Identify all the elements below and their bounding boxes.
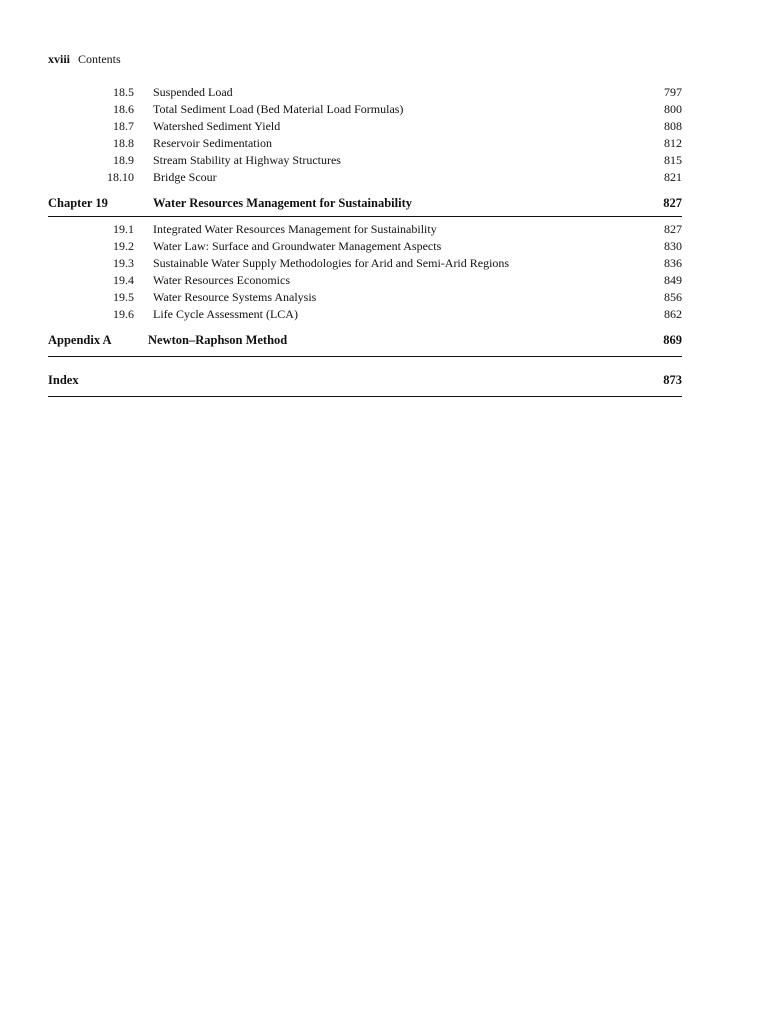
section-number: 18.5 (113, 85, 134, 99)
section-number: 19.5 (113, 290, 134, 304)
section-page-number: 856 (664, 290, 682, 304)
section-title: Water Resources Economics (153, 273, 290, 287)
toc-entry-19-1[interactable] (48, 221, 682, 238)
chapter-divider (48, 216, 682, 217)
section-title: Suspended Load (153, 85, 233, 99)
section-title: Stream Stability at Highway Structures (153, 153, 341, 167)
toc-entry-18-5[interactable] (48, 84, 682, 101)
section-page-number: 830 (664, 239, 682, 253)
section-number: 18.6 (113, 102, 134, 116)
section-page-number: 812 (664, 136, 682, 150)
section-page-number: 797 (664, 85, 682, 99)
toc-entry-19-4[interactable] (48, 272, 682, 289)
running-head (48, 52, 121, 67)
section-number: 19.4 (113, 273, 134, 287)
section-page-number: 836 (664, 256, 682, 270)
toc-entry-18-6[interactable] (48, 101, 682, 118)
section-title: Reservoir Sedimentation (153, 136, 272, 150)
index-divider (48, 396, 682, 397)
section-title: Integrated Water Resources Management for Sustainability (153, 222, 437, 236)
toc-index[interactable] (48, 371, 682, 389)
toc-entry-19-6[interactable] (48, 306, 682, 323)
section-number: 18.10 (107, 170, 134, 184)
section-title: Watershed Sediment Yield (153, 119, 281, 133)
section-number: 18.8 (113, 136, 134, 150)
section-title: Total Sediment Load (Bed Material Load Formulas) (153, 102, 404, 116)
toc-entry-18-9[interactable] (48, 152, 682, 169)
chapter-page-number: 827 (663, 196, 682, 210)
page-folio: xviii (48, 52, 71, 66)
appendix-label: Appendix A (48, 333, 112, 347)
toc-entry-19-5[interactable] (48, 289, 682, 306)
appendix-divider (48, 356, 682, 357)
section-page-number: 815 (664, 153, 682, 167)
section-page-number: 821 (664, 170, 682, 184)
toc-entry-19-2[interactable] (48, 238, 682, 255)
section-number: 18.9 (113, 153, 134, 167)
section-page-number: 808 (664, 119, 682, 133)
section-title: Sustainable Water Supply Methodologies for Arid and Semi-Arid Regions (153, 256, 510, 270)
toc-entry-18-7[interactable] (48, 118, 682, 135)
section-title: Water Law: Surface and Groundwater Management Aspects (153, 239, 442, 253)
toc-entry-19-3[interactable] (48, 255, 682, 272)
section-number: 19.6 (113, 307, 134, 321)
chapter-title: Water Resources Management for Sustainability (153, 196, 413, 210)
section-page-number: 827 (664, 222, 682, 236)
section-page-number: 849 (664, 273, 682, 287)
section-number: 19.1 (113, 222, 134, 236)
section-number: 19.2 (113, 239, 134, 253)
toc-appendix-a[interactable] (48, 331, 682, 349)
section-number: 18.7 (113, 119, 134, 133)
toc-chapter-19[interactable] (48, 194, 682, 212)
appendix-page-number: 869 (663, 333, 682, 347)
index-page-number: 873 (663, 373, 682, 387)
section-title: Life Cycle Assessment (LCA) (153, 307, 298, 321)
section-number: 19.3 (113, 256, 134, 270)
chapter-label: Chapter 19 (48, 196, 108, 210)
index-label: Index (48, 373, 79, 387)
toc-entry-18-8[interactable] (48, 135, 682, 152)
section-page-number: 800 (664, 102, 682, 116)
running-head-label: Contents (78, 52, 121, 66)
section-page-number: 862 (664, 307, 682, 321)
section-title: Water Resource Systems Analysis (153, 290, 317, 304)
appendix-title: Newton–Raphson Method (148, 333, 288, 347)
toc-entry-18-10[interactable] (48, 169, 682, 186)
section-title: Bridge Scour (153, 170, 217, 184)
